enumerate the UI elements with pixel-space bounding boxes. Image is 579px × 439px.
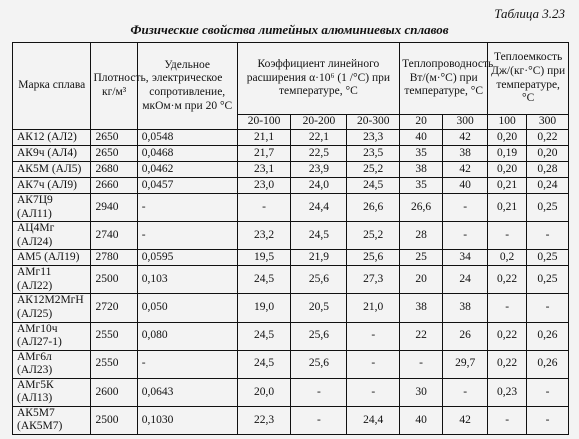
conductivity-cell: - [400, 350, 443, 378]
table-row [13, 250, 569, 266]
subheader-expansion-range: 20-300 [347, 115, 400, 130]
density-cell: 2550 [91, 350, 137, 378]
density-cell: 2550 [91, 322, 137, 350]
conductivity-cell: 40 [400, 406, 443, 434]
conductivity-cell: 34 [443, 250, 488, 266]
resistivity-cell: 0,0548 [137, 130, 237, 146]
grade-cell: АМг11 (АЛ22) [13, 266, 91, 294]
heat-capacity-cell: 0,22 [488, 350, 527, 378]
expansion-cell: 21,0 [347, 294, 400, 322]
grade-cell: АЦ4Мг (АЛ24) [13, 222, 91, 250]
density-cell: 2600 [91, 378, 137, 406]
expansion-cell: 22,5 [291, 146, 347, 162]
expansion-cell: 22,3 [237, 406, 291, 434]
expansion-cell: 23,9 [291, 162, 347, 178]
header-heat-capacity: Теплоемкость Дж/(кг·°С) при температуре, °С [488, 43, 569, 115]
density-cell: 2720 [91, 294, 137, 322]
resistivity-cell: 0,0643 [137, 378, 237, 406]
grade-cell: АМг5К (АЛ13) [13, 378, 91, 406]
grade-cell: АК5М (АЛ5) [13, 162, 91, 178]
heat-capacity-cell: 0,25 [526, 194, 568, 222]
table-row [13, 162, 569, 178]
expansion-cell: 24,5 [347, 178, 400, 194]
expansion-cell: 20,5 [291, 294, 347, 322]
expansion-cell: - [347, 322, 400, 350]
heat-capacity-cell: 0,26 [526, 322, 568, 350]
heat-capacity-cell: 0,22 [488, 322, 527, 350]
expansion-cell: 24,4 [291, 194, 347, 222]
resistivity-cell: 0,050 [137, 294, 237, 322]
heat-capacity-cell: 0,22 [488, 266, 527, 294]
expansion-cell: 25,6 [291, 350, 347, 378]
table-row [13, 130, 569, 146]
heat-capacity-cell: - [488, 294, 527, 322]
expansion-cell: 25,2 [347, 162, 400, 178]
heat-capacity-cell: - [526, 378, 568, 406]
subheader-capacity-temp: 100 [488, 115, 527, 130]
heat-capacity-cell: - [526, 222, 568, 250]
heat-capacity-cell: 0,20 [526, 146, 568, 162]
header-grade: Марка сплава [13, 43, 91, 130]
expansion-cell: 21,9 [291, 250, 347, 266]
conductivity-cell: 28 [400, 222, 443, 250]
conductivity-cell: 22 [400, 322, 443, 350]
subheader-conductivity-temp: 300 [443, 115, 488, 130]
expansion-cell: - [347, 350, 400, 378]
density-cell: 2500 [91, 406, 137, 434]
conductivity-cell: - [443, 222, 488, 250]
table-row [13, 378, 569, 406]
resistivity-cell: - [137, 222, 237, 250]
expansion-cell: 25,6 [347, 250, 400, 266]
subheader-capacity-temp: 300 [526, 115, 568, 130]
subheader-expansion-range: 20-200 [291, 115, 347, 130]
resistivity-cell: 0,0595 [137, 250, 237, 266]
conductivity-cell: 40 [400, 130, 443, 146]
heat-capacity-cell: 0,2 [488, 250, 527, 266]
expansion-cell: 19,5 [237, 250, 291, 266]
expansion-cell: 21,7 [237, 146, 291, 162]
header-expansion: Коэффициент линейного расширения α·10⁶ (1 /°С) при температуре, °С [237, 43, 399, 115]
conductivity-cell: 20 [400, 266, 443, 294]
heat-capacity-cell: - [488, 406, 527, 434]
table-row [13, 322, 569, 350]
header-resistivity: Удельное электрическое сопротивление, мкОм·м при 20 °С [137, 43, 237, 130]
subheader-expansion-range: 20-100 [237, 115, 291, 130]
expansion-cell: - [291, 406, 347, 434]
grade-cell: АК12 (АЛ2) [13, 130, 91, 146]
subheader-conductivity-temp: 20 [400, 115, 443, 130]
expansion-cell: 27,3 [347, 266, 400, 294]
expansion-cell: 23,3 [347, 130, 400, 146]
density-cell: 2660 [91, 178, 137, 194]
heat-capacity-cell: 0,24 [526, 178, 568, 194]
conductivity-cell: 29,7 [443, 350, 488, 378]
expansion-cell: 24,5 [237, 322, 291, 350]
conductivity-cell: 26,6 [400, 194, 443, 222]
conductivity-cell: 38 [400, 294, 443, 322]
density-cell: 2650 [91, 146, 137, 162]
expansion-cell: - [347, 378, 400, 406]
heat-capacity-cell: 0,25 [526, 266, 568, 294]
heat-capacity-cell: 0,28 [526, 162, 568, 178]
expansion-cell: - [237, 194, 291, 222]
expansion-cell: 24,5 [291, 222, 347, 250]
expansion-cell: 25,6 [291, 322, 347, 350]
conductivity-cell: 24 [443, 266, 488, 294]
heat-capacity-cell: 0,21 [488, 194, 527, 222]
heat-capacity-cell: 0,25 [526, 250, 568, 266]
heat-capacity-cell: 0,21 [488, 178, 527, 194]
expansion-cell: 23,2 [237, 222, 291, 250]
expansion-cell: 23,5 [347, 146, 400, 162]
table-row [13, 406, 569, 434]
expansion-cell: 20,0 [237, 378, 291, 406]
density-cell: 2780 [91, 250, 137, 266]
expansion-cell: 24,5 [237, 266, 291, 294]
table-row [13, 178, 569, 194]
heat-capacity-cell: 0,20 [488, 162, 527, 178]
conductivity-cell: 25 [400, 250, 443, 266]
resistivity-cell: 0,0457 [137, 178, 237, 194]
conductivity-cell: 30 [400, 378, 443, 406]
grade-cell: АМг6л (АЛ23) [13, 350, 91, 378]
conductivity-cell: 35 [400, 146, 443, 162]
expansion-cell: 22,1 [291, 130, 347, 146]
density-cell: 2500 [91, 266, 137, 294]
grade-cell: АМ5 (АЛ19) [13, 250, 91, 266]
conductivity-cell: 42 [443, 162, 488, 178]
grade-cell: АМг10ч (АЛ27-1) [13, 322, 91, 350]
conductivity-cell: 38 [400, 162, 443, 178]
heat-capacity-cell: - [526, 406, 568, 434]
grade-cell: АК9ч (АЛ4) [13, 146, 91, 162]
grade-cell: АК5М7 (АК5М7) [13, 406, 91, 434]
table-title: Физические свойства литейных алюминиевых сплавов [130, 22, 449, 37]
table-row [13, 266, 569, 294]
conductivity-cell: 26 [443, 322, 488, 350]
expansion-cell: - [291, 378, 347, 406]
conductivity-cell: 42 [443, 130, 488, 146]
resistivity-cell: 0,103 [137, 266, 237, 294]
conductivity-cell: 42 [443, 406, 488, 434]
conductivity-cell: - [443, 378, 488, 406]
resistivity-cell: - [137, 194, 237, 222]
table-row [13, 194, 569, 222]
expansion-cell: 24,5 [237, 350, 291, 378]
grade-cell: АК12М2МгН (АЛ25) [13, 294, 91, 322]
resistivity-cell: 0,080 [137, 322, 237, 350]
expansion-cell: 23,0 [237, 178, 291, 194]
density-cell: 2740 [91, 222, 137, 250]
conductivity-cell: - [443, 194, 488, 222]
expansion-cell: 19,0 [237, 294, 291, 322]
heat-capacity-cell: - [488, 222, 527, 250]
conductivity-cell: 38 [443, 146, 488, 162]
density-cell: 2940 [91, 194, 137, 222]
header-conductivity: Теплопроводность Вт/(м·°С) при температуре, °С [400, 43, 488, 115]
heat-capacity-cell: 0,23 [488, 378, 527, 406]
density-cell: 2650 [91, 130, 137, 146]
expansion-cell: 24,0 [291, 178, 347, 194]
density-cell: 2680 [91, 162, 137, 178]
conductivity-cell: 38 [443, 294, 488, 322]
table-body [13, 130, 569, 435]
conductivity-cell: 35 [400, 178, 443, 194]
resistivity-cell: 0,0468 [137, 146, 237, 162]
heat-capacity-cell: 0,19 [488, 146, 527, 162]
expansion-cell: 21,1 [237, 130, 291, 146]
table-row [13, 350, 569, 378]
resistivity-cell: 0,1030 [137, 406, 237, 434]
alloy-properties-table [12, 42, 569, 435]
heat-capacity-cell: 0,20 [488, 130, 527, 146]
table-row [13, 294, 569, 322]
grade-cell: АК7Ц9 (АЛ11) [13, 194, 91, 222]
heat-capacity-cell: 0,26 [526, 350, 568, 378]
expansion-cell: 24,4 [347, 406, 400, 434]
expansion-cell: 25,2 [347, 222, 400, 250]
expansion-cell: 25,6 [291, 266, 347, 294]
table-row [13, 222, 569, 250]
expansion-cell: 23,1 [237, 162, 291, 178]
heat-capacity-cell: - [526, 294, 568, 322]
resistivity-cell: 0,0462 [137, 162, 237, 178]
grade-cell: АК7ч (АЛ9) [13, 178, 91, 194]
header-density: Плотность, кг/м³ [91, 43, 137, 130]
heat-capacity-cell: 0,22 [526, 130, 568, 146]
conductivity-cell: 40 [443, 178, 488, 194]
table-row [13, 146, 569, 162]
resistivity-cell: - [137, 350, 237, 378]
expansion-cell: 26,6 [347, 194, 400, 222]
table-number: Таблица 3.23 [494, 6, 565, 21]
